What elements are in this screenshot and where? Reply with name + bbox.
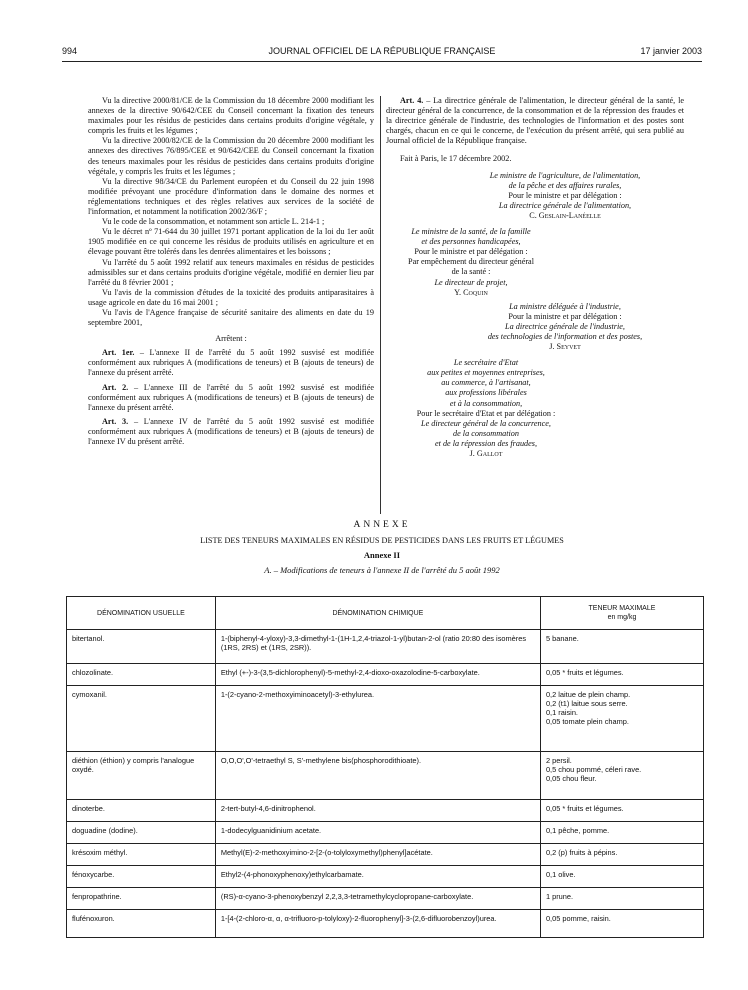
signature-commerce [386,358,586,459]
common-name-cell: chlozolinate. [67,664,216,686]
signatory-role: Le ministre de l'agriculture, de l'alimentation, de la pêche et des affaires rurales, [489,170,641,190]
signature-agriculture [446,171,684,221]
max-content-cell: 0,2 (p) fruits à pépins. [540,844,703,866]
delegation-line: Pour le ministre et par délégation : [508,190,622,200]
signatory-name: Y. Coquin [454,287,488,297]
impediment-line: Par empêchement du directeur général de la santé : [408,257,534,277]
col-header-max-content [540,597,703,630]
chemical-name-cell: O,O,O',O'-tetraethyl S, S'-methylene bis(phosphorodithioate). [215,752,540,800]
right-column [386,96,684,459]
table-row [67,800,704,822]
common-name-cell: krésoxim méthyl. [67,844,216,866]
article-1 [88,348,374,378]
signatory-name: J. Gallot [469,449,503,458]
chemical-name-cell: 1-(biphenyl-4-yloxy)-3,3-dimethyl-1-(1H-1,2,4-triazol-1-yl)butan-2-ol (ratio 20:80 des isomères (1RS, 2RS) et (1RS, 2SR)). [215,630,540,664]
article-3 [88,417,374,447]
max-content-cell: 0,2 laitue de plein champ. 0,2 (t1) laitue sous serre. 0,1 raisin. 0,05 tomate plein champ. [540,686,703,752]
table-row [67,910,704,938]
visa-paragraph: Vu la directive 2000/81/CE de la Commission du 18 décembre 2000 modifiant les annexes de la directive 90/642/CEE du Conseil concernant la fixation des teneurs maximales pour les résidus de pesticides dans certains produits d'origine végétale, y compris les fruits et les légumes ; [88,96,374,136]
chemical-name-cell: 1-dodecylguanidinium acetate. [215,822,540,844]
common-name-cell: fenpropathrine. [67,888,216,910]
common-name-cell: bitertanol. [67,630,216,664]
table-row [67,664,704,686]
article-text: – L'annexe III de l'arrêté du 5 août 1992 susvisé est modifiée conformément aux rubriques A (modifications de teneurs) et B (ajouts de teneurs) de l'annexe du présent arrêté. [88,382,374,412]
article-text: – La directrice générale de l'alimentation, le directeur général de la santé, le directeur général de la concurrence, de la consommation et de la répression des fraudes et la directrice générale de l'industrie, des technologies de l'information et des postes sont chargés, chacun en ce qui le concerne, de l'exécution du présent arrêté, qui sera publié au Journal officiel de la République française. [386,96,684,146]
visa-paragraph: Vu la directive 98/34/CE du Parlement européen et du Conseil du 22 juin 1998 modifiée prévoyant une procédure d'information dans le domaine des normes et réglementations techniques et des règles relatives aux services de la société de l'information, et notamment la notification 2002/36/F ; [88,176,374,217]
max-content-cell: 0,1 olive. [540,866,703,888]
max-content-cell: 5 banane. [540,630,703,664]
max-content-cell: 1 prune. [540,888,703,910]
done-at: Fait à Paris, le 17 décembre 2002. [400,154,512,164]
table-row [67,630,704,664]
signatory-name: J. Seyvet [549,342,581,352]
annex-subsection: A. – Modifications de teneurs à l'annexe II de l'arrêté du 5 août 1992 [264,565,500,575]
max-content-cell: 0,05 * fruits et légumes. [540,664,703,686]
table-row [67,686,704,752]
column-divider [380,96,381,514]
chemical-name-cell: 2-tert-butyl-4,6-dinitrophenol. [215,800,540,822]
annex-title: ANNEXE [353,520,411,530]
delegation-line: Pour le secrétaire d'Etat et par délégation : [416,408,556,418]
common-name-cell: fénoxycarbe. [67,866,216,888]
common-name-cell: flufénoxuron. [67,910,216,938]
header-rule [62,61,702,62]
residue-table [66,596,704,938]
signatory-role: La ministre déléguée à l'industrie, [509,301,621,311]
annex-section: Annexe II [363,550,401,560]
arretent-heading: Arrêtent : [215,334,247,344]
visa-paragraph: Vu l'avis de l'Agence française de sécurité sanitaire des aliments en date du 19 septembre 2001, [88,307,374,328]
chemical-name-cell: Ethyl2-(4-phonoxyphenoxy)ethylcarbamate. [215,866,540,888]
signature-industrie [446,302,684,352]
article-2 [88,383,374,413]
col-header-common-name: DÉNOMINATION USUELLE [67,597,216,630]
table-row [67,822,704,844]
visa-paragraph: Vu la directive 2000/82/CE de la Commission du 20 décembre 2000 modifiant les annexes des directives 76/895/CEE et 90/642/CEE du Conseil concernant la fixation des teneurs maximales pour les résidus de pesticides dans certains produits d'origine végétale, y compris les fruits et les légumes ; [88,136,374,176]
article-label: Art. 3. [102,416,129,426]
table-row [67,888,704,910]
signatory-title: La directrice générale de l'alimentation, [498,200,632,210]
left-column [88,96,374,447]
article-label: Art. 4. [400,96,424,105]
signatory-title: Le directeur de projet, [434,277,508,287]
max-content-cell: 2 persil. 0,5 chou pommé, céleri rave. 0,05 chou fleur. [540,752,703,800]
max-content-cell: 0,05 * fruits et légumes. [540,800,703,822]
chemical-name-cell: 1-(2-cyano-2-methoxyiminoacetyl)-3-ethylurea. [215,686,540,752]
article-label: Art. 2. [102,382,129,392]
table-row [67,752,704,800]
issue-date: 17 janvier 2003 [640,46,702,56]
article-label: Art. 1er. [102,348,135,358]
visa-paragraph: Vu le code de la consommation, et notamment son article L. 214-1 ; [102,217,325,227]
max-content-cell: 0,05 pomme, raisin. [540,910,703,938]
chemical-name-cell: Methyl(E)-2-methoxyimino-2-[2-(o-tolyloxymethyl)phenyl]acétate. [215,844,540,866]
article-text: – L'annexe IV de l'arrêté du 5 août 1992 susvisé est modifiée conformément aux rubriques A (modifications de teneurs) et B (ajouts de teneurs) de l'annexe IV du présent arrêté. [88,416,374,446]
common-name-cell: doguadine (dodine). [67,822,216,844]
max-content-cell: 0,1 pêche, pomme. [540,822,703,844]
common-name-cell: diéthion (éthion) y compris l'analogue oxydé. [67,752,216,800]
chemical-name-cell: (RS)-α-cyano-3-phenoxybenzyl 2,2,3,3-tetramethylcyclopropane-carboxylate. [215,888,540,910]
max-content-label: TENEUR MAXIMALE [588,605,656,612]
visa-paragraph: Vu l'arrêté du 5 août 1992 relatif aux teneurs maximales en résidus de pesticides admissibles sur et dans certains produits d'origine végétale, modifié en dernier lieu par l'arrêté du 8 février 2001 ; [88,257,374,287]
table-header-row [67,597,704,630]
journal-title: JOURNAL OFFICIEL DE LA RÉPUBLIQUE FRANÇAISE [268,46,496,56]
page-header [62,46,702,62]
max-content-unit: en mg/kg [607,614,637,621]
page-number: 994 [62,46,78,56]
signatory-name: C. Geslain-Lanéelle [529,210,601,220]
common-name-cell: dinoterbe. [67,800,216,822]
article-4 [386,96,684,146]
article-text: – L'annexe II de l'arrêté du 5 août 1992 susvisé est modifiée conformément aux rubriques A (modifications de teneurs) et B (ajouts de teneurs) de l'annexe du présent arrêté. [88,348,374,378]
col-header-chemical-name: DÉNOMINATION CHIMIQUE [215,597,540,630]
signatory-title: La directrice générale de l'industrie, des technologies de l'information et des postes, [487,321,643,341]
common-name-cell: cymoxanil. [67,686,216,752]
chemical-name-cell: 1-[4-(2-chloro-α, α, α-trifluoro-p-tolyloxy)-2-fluorophenyl]-3-(2,6-difluorobenzoyl)urea. [215,910,540,938]
delegation-line: Pour le ministre et par délégation : [414,247,528,257]
annex-subtitle: LISTE DES TENEURS MAXIMALES EN RÉSIDUS DE PESTICIDES DANS LES FRUITS ET LÉGUMES [200,536,564,545]
signatory-title: Le directeur général de la concurrence, de la consommation et de la répression des fraudes, [421,418,551,448]
signatory-role: Le secrétaire d'Etat aux petites et moyennes entreprises, au commerce, à l'artisanat, aux professions libérales et à la consommation, [427,358,545,408]
signatory-role: Le ministre de la santé, de la famille et des personnes handicapées, [411,227,531,247]
signature-sante [386,227,556,298]
table-row [67,866,704,888]
annex-heading [62,520,702,575]
table-row [67,844,704,866]
visa-paragraph: Vu le décret nº 71-644 du 30 juillet 1971 portant application de la loi du 1er août 1905 modifiée en ce qui concerne les résidus de produits utilisés en agriculture et en élevage pouvant être tolérés dans les denrées alimentaires et les boissons ; [88,227,374,257]
delegation-line: Pour la ministre et par délégation : [508,311,622,321]
visa-paragraph: Vu l'avis de la commission d'études de la toxicité des produits antiparasitaires à usage agricole en date du 16 mai 2001 ; [88,287,374,307]
chemical-name-cell: Ethyl (+-)-3-(3,5-dichlorophenyl)-5-methyl-2,4-dioxo-oxazolodine-5-carboxylate. [215,664,540,686]
